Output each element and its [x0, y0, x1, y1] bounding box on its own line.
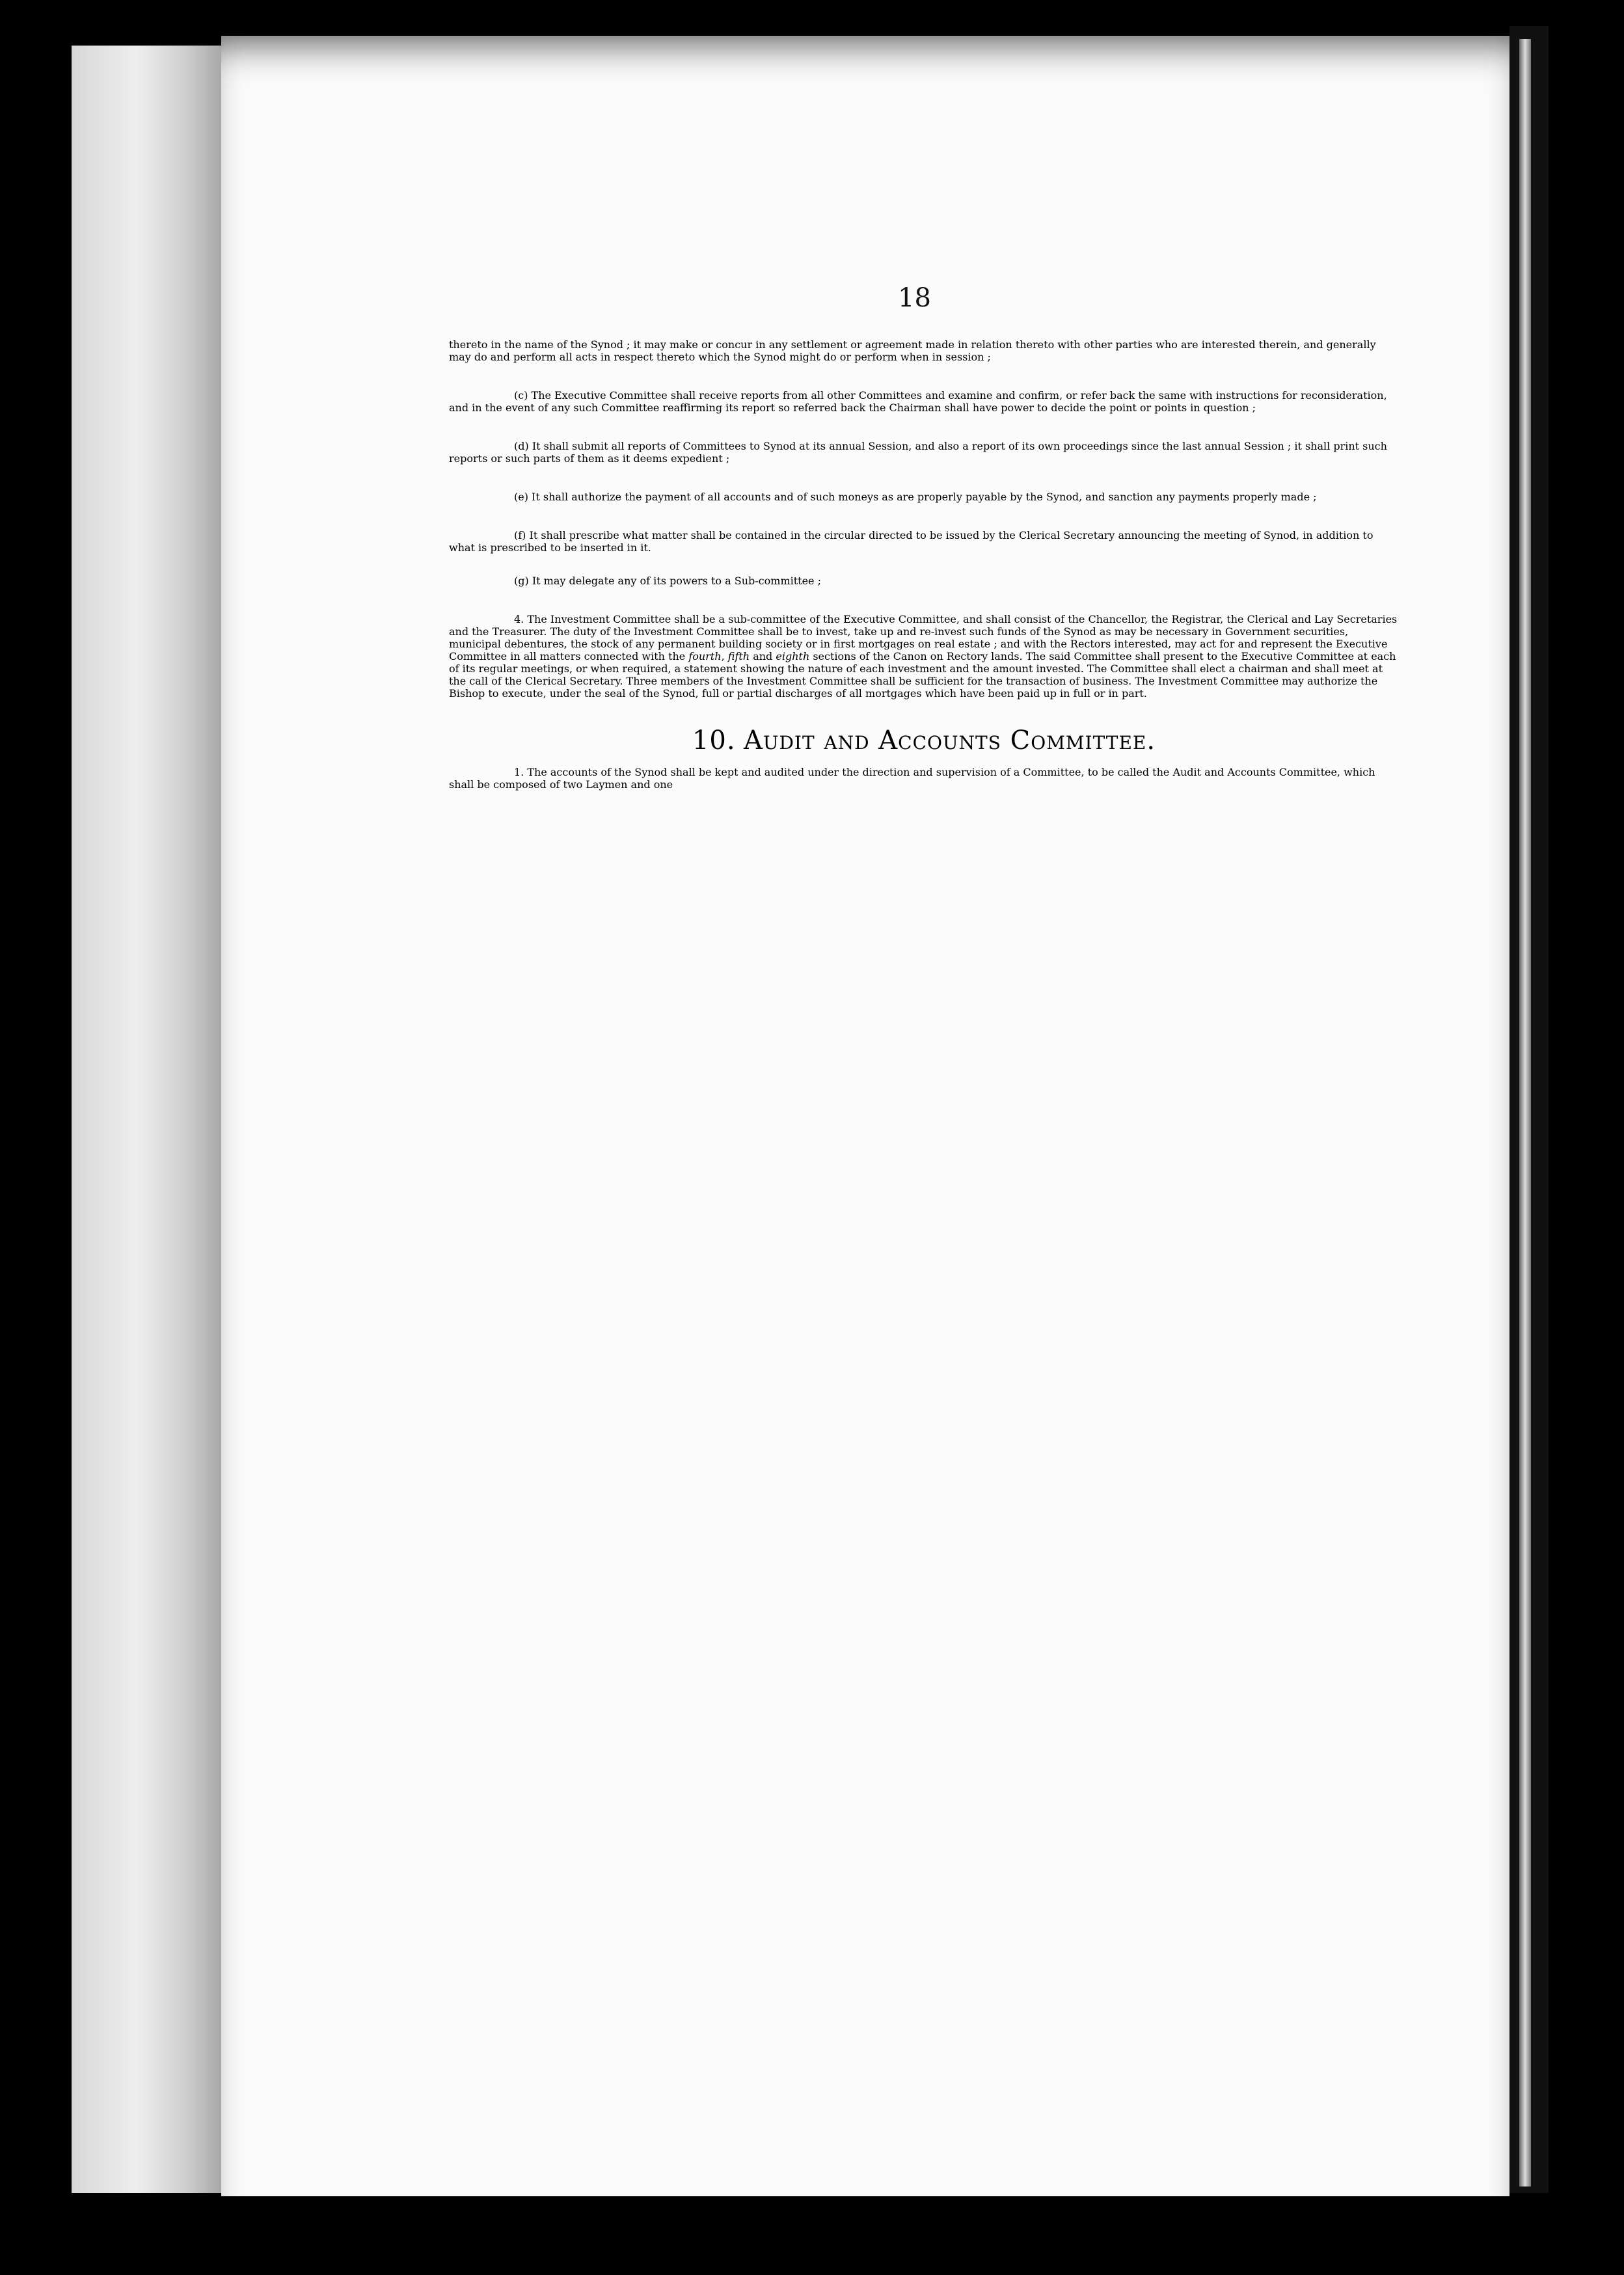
section-heading-number: 10. [692, 726, 736, 756]
section-4-lead: 4. The Investment Committee shall be a sub-committee of the Executive Committee, and shall consist of the Chancellor, the Registrar, the Clerical and Lay Secretaries and the Treasurer. The duty of the Investment Committee shall be to invest, take up and re-invest such funds of the Synod as may be necessary in Government securities, municipal debentures, the stock of any permanent building society or in first mortgages on real estate ; and with the Rectors interested, may act for and represent the Executive Committee in all matters connected with the [449, 613, 1398, 662]
paragraph-f: (f) It shall prescribe what matter shall be contained in the circular directed to be issued by the Clerical Secretary announcing the meeting of Synod, in addition to what is prescribed to be inserted in it. [449, 529, 1374, 554]
section-4-italic-fourth: fourth [688, 650, 722, 662]
section-heading [449, 726, 1399, 756]
section-heading-title: Audit and Accounts Committee. [744, 726, 1156, 756]
page-number: 18 [898, 283, 931, 313]
paragraph-section-4 [449, 613, 1399, 700]
paragraph-section-10-1: 1. The accounts of the Synod shall be kept and audited under the direction and supervision of a Committee, to be called the Audit and Accounts Committee, which shall be composed of two Laymen and one [449, 766, 1375, 791]
section-4-italic-fifth: fifth [727, 650, 750, 662]
book-right-strip [1519, 39, 1531, 2186]
book-left-edge [72, 46, 234, 2193]
section-4-italic-eighth: eighth [776, 650, 810, 662]
section-4-tail: sections of the Canon on Rectory lands. The said Committee shall present to the Executive Committee at each of its regular meetings, or when required, a statement showing the nature of each investment and the amount invested. The Committee shall elect a chairman and shall meet at the call of the Clerical Secretary. Three members of the Investment Committee shall be sufficient for the transaction of business. The Investment Committee may authorize the Bishop to execute, under the seal of the Synod, full or partial discharges of all mortgages which have been paid up in full or in part. [449, 650, 1396, 700]
section-4-sep-2: and [750, 650, 776, 662]
paragraph-continuation: thereto in the name of the Synod ; it may make or concur in any settlement or agreement made in relation thereto with other parties who are interested therein, and generally may do and perform all acts in respect thereto which the Synod might do or perform when in session ; [449, 338, 1376, 363]
section-4-sep-1: , [721, 650, 728, 662]
paragraph-d: (d) It shall submit all reports of Committees to Synod at its annual Session, and also a report of its own proceedings since the last annual Session ; it shall print such reports or such parts of them as it deems expedient ; [449, 440, 1387, 465]
paragraph-c: (c) The Executive Committee shall receive reports from all other Committees and examine and confirm, or refer back the same with instructions for reconsideration, and in the event of any such Committee reaffirming its report so referred back the Chairman shall have power to decide the point or points in question ; [449, 389, 1387, 414]
paragraph-g: (g) It may delegate any of its powers to a Sub-committee ; [514, 575, 821, 587]
paragraph-e: (e) It shall authorize the payment of all accounts and of such moneys as are properly payable by the Synod, and sanction any payments properly made ; [514, 491, 1317, 503]
document-body [449, 338, 1399, 791]
